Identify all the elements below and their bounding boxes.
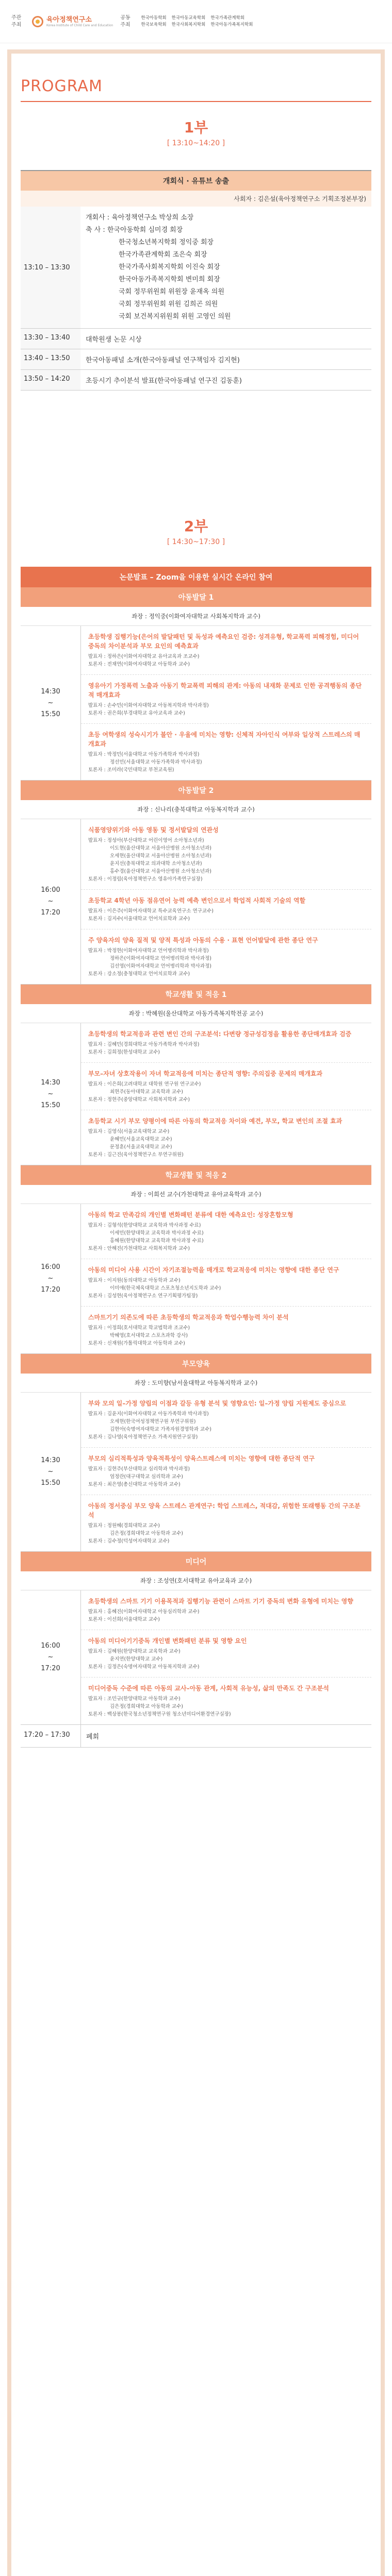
session-time-value: 17:20 — [41, 1286, 60, 1294]
cohost-item: 한국사회복지학회 — [171, 22, 206, 27]
presenter-line: 토론자 : 최은영(총신대학교 아동학과 교수) — [88, 1482, 181, 1487]
closing-label: 폐회 — [80, 1725, 104, 1747]
presenter-line: 오세현(한국여성정책연구원 부연구위원) — [110, 1419, 196, 1425]
presenter-line: 발표자 : 이정희(호서대학교 학교법학과 조교수) — [88, 1325, 190, 1331]
presentation — [81, 1630, 371, 1677]
presentation — [81, 1393, 371, 1448]
presenter-line: 발표자 : 박정민(서울대학교 아동가족학과 박사과정) — [88, 752, 200, 757]
presenter-line: 토론자 : 이선희(서울대학교 교수) — [88, 1617, 160, 1622]
session-time — [21, 626, 80, 780]
cohost-item: 한국아동교육학회 — [171, 15, 206, 21]
session-time-value: 16:00 — [41, 886, 60, 894]
session-time — [21, 1204, 80, 1353]
session-time-value: 15:50 — [41, 710, 60, 718]
presenter-line: 김선영(이화여자대학교 언어병리학과 박사과정) — [110, 963, 211, 969]
presentation-people — [88, 837, 364, 883]
cohost-labels — [120, 14, 134, 29]
presentation-title: 부모의 심리적특성과 양육적특성이 양육스트레스에 미치는 영향에 대한 종단적 연구 — [88, 1455, 315, 1462]
presenter-line: 토론자 : 김근진(육아정책연구소 부연구위원) — [88, 1152, 184, 1158]
session-block — [21, 626, 371, 781]
session-time-dash: ~ — [47, 1653, 54, 1661]
part1-row — [21, 370, 371, 391]
presentation-people — [88, 653, 364, 668]
presenter-line: 발표자 : 김영식(서울교육대학교 교수) — [88, 1129, 170, 1134]
presenter-line: 토론자 : 김나영(육아정책연구소 가족지원연구실장) — [88, 1434, 198, 1440]
presenter-line: 토론자 : 김수정(덕성여자대학교 교수) — [88, 1538, 170, 1544]
presentation-title: 초등학교 시기 부모 양평이에 따른 아동의 학교적응 차이와 예견, 부모, 학교 변인의 조절 효과 — [88, 1117, 342, 1125]
presentation-title: 초등학생 집행기능(은어의 발달패턴 및 독성과 예측요인 검증: 성격유형, 학교폭력 피해경험, 미디어중독의 차이분석과 부모 요인의 예측효과 — [88, 633, 359, 650]
session-time-value: 14:30 — [41, 1078, 60, 1087]
session-title-bar: 부모양육 — [21, 1354, 371, 1374]
part1-title: 1부 — [184, 119, 208, 136]
session-block — [21, 1023, 371, 1165]
part1-row-content — [80, 370, 371, 390]
session-time-value: 15:50 — [41, 1101, 60, 1109]
part2-main-bar: 논문발표 – Zoom을 이용한 실시간 온라인 참여 — [21, 567, 371, 587]
presenter-line: 홍수경(울산대학교 서울아산병원 소아청소년과) — [110, 869, 211, 874]
header — [0, 0, 392, 43]
presenter-line: 최현주(동아대학교 교육학과 교수) — [110, 1089, 183, 1095]
presenter-line: 윤혜민(서울교육대학교 교수) — [110, 1137, 172, 1142]
presenter-line: 홍혜원(한양대학교 교육학과 박사과정 수료) — [110, 1238, 204, 1244]
presenter-line: 김은정(경희대학교 아동학과 교수) — [110, 1531, 183, 1536]
session-time-dash: ~ — [47, 1090, 54, 1098]
presenter-line: 발표자 : 이은희(고려대학교 대학원 연구원 연구교수) — [88, 1081, 201, 1087]
part1-line: 초등시기 추이분석 발표(한국아동패널 연구진 김동훈) — [86, 377, 242, 385]
closing-row — [21, 1725, 371, 1748]
part2-heading — [0, 515, 392, 546]
presentation-people — [88, 1608, 364, 1623]
presenter-line: 윤지선(충북대학교 의과대학 소아청소년과) — [110, 861, 202, 867]
session-presentations — [80, 819, 371, 984]
presenter-line: 발표자 : 김혜원(한양대학교 교육학과 교수) — [88, 1649, 181, 1654]
cohost-list — [141, 15, 253, 28]
session-time-dash: ~ — [47, 1275, 54, 1282]
part1-line: 한국아동가족복지학회 변미희 회장 — [119, 276, 220, 283]
presentation-people — [88, 1222, 364, 1252]
logo-sub: Korea Institute of Child Care and Education — [46, 23, 113, 27]
presenter-line: 발표자 : 김윤지(이화여자대학교 아동가족학과 박사과정) — [88, 1411, 209, 1417]
kicce-logo — [32, 16, 113, 27]
part1-line: 축 사 : 한국아동학회 심미경 회장 — [86, 226, 183, 234]
presenter-line: 토론자 : 김지수(서울대학교 언어치료학과 교수) — [88, 916, 190, 922]
logo-name: 육아정책연구소 — [46, 15, 92, 24]
presenter-line: 토론자 : 김희정(한성대학교 교수) — [88, 1049, 160, 1055]
presenter-line: 토론자 : 조미라(국민대학교 부천교육원) — [88, 767, 174, 773]
presenter-line: 토론자 : 정현주(중앙대학교 사회복지학과 교수) — [88, 1097, 190, 1103]
part1-line: 한국청소년복지학회 정익중 회장 — [119, 239, 214, 246]
presentation — [81, 1023, 371, 1063]
session-time-value: 14:30 — [41, 1456, 60, 1464]
part1-row-content — [80, 207, 371, 328]
part2-title: 2부 — [184, 518, 208, 535]
presentation-title: 아동의 학교 만족감의 개인별 변화패턴 분류에 대한 예측요인: 성장혼합모형 — [88, 1211, 293, 1218]
presenter-line: 이미애(한국체육대학교 스포츠청소년지도학과 교수) — [110, 1285, 221, 1291]
program-title: PROGRAM — [21, 77, 103, 95]
part1-row-time: 13:50 – 14:20 — [21, 370, 80, 390]
presentation — [81, 1110, 371, 1165]
cohost-item: 한국아동학회 — [141, 15, 167, 21]
session-time-value: 16:00 — [41, 1642, 60, 1650]
header-labels — [11, 14, 25, 29]
presenter-line: 이세민(한양대학교 교육학과 박사과정 수료) — [110, 1230, 204, 1236]
part1-line: 한국가족사회복지학회 이진숙 회장 — [119, 263, 220, 271]
presentation-title: 주 양육자의 양육 질적 및 양적 특성과 아동의 수용 · 표현 언어발달에 관한 종단 연구 — [88, 937, 318, 944]
part1-line: 한국아동패널 소개(한국아동패널 연구책임자 김지현) — [86, 357, 240, 364]
presenter-line: 발표자 : 이은주(이화여자대학교 특수교육연구소 연구교수) — [88, 908, 214, 914]
part1-line: 국회 정무위원회 위원장 윤재옥 의원 — [119, 288, 224, 296]
presentation — [81, 1204, 371, 1259]
presenter-line: 정선민(서울대학교 아동가족학과 박사과정) — [110, 759, 202, 765]
session-chair: 좌장 : 이희선 교수(가천대학교 유아교육학과 교수) — [21, 1185, 371, 1204]
host-label: 주관 — [11, 14, 22, 21]
session-presentations — [80, 1590, 371, 1724]
presenter-line: 박혜영(호서대학교 스포츠과학 강사) — [110, 1333, 188, 1338]
cohost-label-1: 공동 — [120, 14, 130, 21]
presentation-people — [88, 1128, 364, 1159]
presentation-title: 부모–자녀 상호작용이 자녀 학교적응에 미치는 종단적 영향: 주의집중 문제의 매개효과 — [88, 1070, 323, 1077]
presentation — [81, 1259, 371, 1307]
session-time — [21, 1590, 80, 1724]
presentation-people — [88, 1277, 364, 1300]
session-time-value: 16:00 — [41, 1263, 60, 1271]
part1-row-time: 13:30 – 13:40 — [21, 329, 80, 349]
part1-row-time: 13:40 – 13:50 — [21, 349, 80, 369]
presentation-people — [88, 702, 364, 717]
presentation-people — [88, 1648, 364, 1671]
cohost-item: 한국가족관계학회 — [210, 15, 245, 21]
presentation — [81, 1307, 371, 1353]
presenter-line: 발표자 : 손수민(이화여자대학교 아동복지학과 박사과정) — [88, 703, 209, 708]
session-time-value: 15:50 — [41, 1479, 60, 1487]
presentation-people — [88, 1080, 364, 1104]
presenter-line: 토론자 : 김정은(숙명여자대학교 아동복지학과 교수) — [88, 1664, 200, 1670]
presenter-line: 토론자 : 이정림(육아정책연구소 영유아가족연구실장) — [88, 876, 203, 882]
part1-section-bar: 개회식 · 유튜브 송출 — [21, 171, 371, 191]
part1-table — [21, 170, 371, 391]
session-title-bar: 학교생활 및 적응 1 — [21, 985, 371, 1004]
session-title-bar: 아동발달 2 — [21, 781, 371, 800]
presenter-line: 발표자 : 김형석(한양대학교 교육학과 박사과정 수료) — [88, 1223, 201, 1228]
part1-line: 국회 보건복지위원회 위원 고영인 의원 — [119, 313, 231, 320]
part1-line: 개회사 : 육아정책연구소 박상희 소장 — [86, 214, 194, 222]
presenter-line: 발표자 : 김현주(부산대학교 심리학과 박사과정) — [88, 1466, 190, 1472]
program-title-divider — [21, 101, 371, 102]
closing-time: 17:20 – 17:30 — [24, 1731, 70, 1739]
presentation-people — [88, 907, 364, 923]
presentation-people — [88, 751, 364, 774]
presenter-line: 토론자 : 강소정(충청대학교 언어치료학과 교수) — [88, 971, 190, 977]
session-presentations — [80, 1393, 371, 1551]
presenter-line: 김현아(숙명여자대학교 가족자원경영학과 교수) — [110, 1427, 211, 1432]
presenter-line: 정하은(이화여자대학교 언어병리학과 박사과정) — [110, 956, 211, 961]
session-presentations — [80, 1023, 371, 1165]
session-time — [21, 819, 80, 984]
session-block — [21, 1590, 371, 1725]
sponsor-label: 주최 — [11, 22, 22, 28]
session-title-bar: 미디어 — [21, 1552, 371, 1571]
presentation — [81, 1677, 371, 1724]
presenter-line: 발표자 : 박정현(이화여자대학교 언어병리학과 박사과정) — [88, 948, 209, 954]
part2-time: [ 14:30~17:30 ] — [167, 538, 225, 546]
session-title-bar: 아동발달 1 — [21, 587, 371, 607]
cohost-label-2: 주최 — [120, 22, 130, 28]
presentation-title: 영유아기 가정폭력 노출과 아동기 학교폭력 피해의 관계: 아동의 내재화 문제로 인한 공격행동의 종단적 매개효과 — [88, 682, 362, 699]
presentation-people — [88, 1465, 364, 1488]
session-chair: 좌장 : 신나리(충북대학교 아동복지학과 교수) — [21, 800, 371, 819]
presentation-title: 아동의 미디어기기중독 개인별 변화패턴 분류 및 영향 요인 — [88, 1637, 247, 1645]
presentation — [81, 890, 371, 929]
presentation — [81, 1448, 371, 1495]
presentation-title: 초등학생의 스마트 기기 이용목적과 집행기능 관련이 스마트 기기 중독의 변화 유형에 미치는 영향 — [88, 1598, 353, 1605]
presenter-line: 발표자 : 조민규(한양대학교 아동학과 교수) — [88, 1696, 181, 1702]
presentation-people — [88, 947, 364, 978]
part1-row — [21, 349, 371, 370]
part1-row — [21, 329, 371, 349]
session-time — [21, 1023, 80, 1165]
session-title-bar: 학교생활 및 적응 2 — [21, 1165, 371, 1185]
part1-row — [21, 207, 371, 329]
presenter-line: 발표자 : 정하은(이화여자대학교 유아교육과 조교수) — [88, 654, 200, 659]
session-block — [21, 819, 371, 985]
presentation — [81, 819, 371, 890]
presentation-title: 아동의 미디어 사용 시간이 자기조절능력을 매개로 학교적응에 미치는 영향에 대한 종단 연구 — [88, 1266, 339, 1274]
part1-line: 대학원생 논문 시상 — [86, 336, 142, 344]
presentation — [81, 724, 371, 780]
presenter-line: 토론자 : 안해진(가천대학교 사회복지학과 교수) — [88, 1246, 190, 1251]
presentation — [81, 1063, 371, 1110]
presentation — [81, 1495, 371, 1551]
part1-line: 한국가족관계학회 조은숙 회장 — [119, 251, 207, 259]
presentation-people — [88, 1041, 364, 1056]
presentation-people — [88, 1522, 364, 1545]
presenter-line: 토론자 : 백상봉(한국청소년정책연구원 청소년미디어환경연구실장) — [88, 1711, 231, 1717]
presentation-title: 초등학교 4학년 아동 점유연어 능력 예측 변인으로서 학업적 사회적 기술의 역할 — [88, 897, 306, 904]
presenter-line: 윤지연(한양대학교 교수) — [110, 1656, 163, 1662]
presentation-people — [88, 1410, 364, 1441]
session-chair: 좌장 : 박혜원(울산대학교 아동가족복지학전공 교수) — [21, 1004, 371, 1023]
session-chair: 좌장 : 정익중(이화여자대학교 사회복지학과 교수) — [21, 607, 371, 626]
presenter-line: 발표자 : 정원혜(경희대학교 교수) — [88, 1523, 160, 1529]
session-time-value: 14:30 — [41, 687, 60, 696]
presenter-line: 이도현(울산대학교 서울아산병원 소아청소년과) — [110, 845, 211, 851]
presenter-line: 토론자 : 김성현(육아정책연구소 연구기획평가팀장) — [88, 1293, 198, 1299]
presenter-line: 발표자 : 김혜민(경희대학교 아동가족학과 박사과정) — [88, 1042, 200, 1047]
presenter-line: 토론자 : 신재원(가톨릭대학교 아동학과 교수) — [88, 1341, 185, 1346]
part1-time: [ 13:10~14:20 ] — [167, 139, 225, 147]
session-chair: 좌장 : 조성연(호서대학교 유아교육과 교수) — [21, 1571, 371, 1590]
part1-line: 국회 정무위원회 위원 김희곤 의원 — [119, 300, 218, 308]
presentation — [81, 1590, 371, 1630]
part1-row-content — [80, 349, 371, 369]
presentation-title: 초등 여학생의 성숙시기가 불안 · 우울에 미치는 영향: 신체적 자아인식 여부와 일상적 스트레스의 매개효과 — [88, 731, 361, 748]
part1-host: 사회자 : 김은설(육아정책연구소 기획조정본부장) — [21, 191, 371, 207]
session-time-value: 17:20 — [41, 1665, 60, 1672]
presentation — [81, 626, 371, 675]
presentation-title: 스마트기기 의존도에 따른 초등학생의 학교적응과 학업수행능력 차이 분석 — [88, 1314, 289, 1321]
part1-row-content — [80, 329, 371, 349]
part2-table — [21, 567, 371, 1748]
cohost-item: 한국보육학회 — [141, 22, 167, 27]
presentation-title: 초등학생의 학교적응과 관련 변인 간의 구조분석: 다변량 정규성검정을 활용한 종단매개효과 검증 — [88, 1030, 352, 1038]
presenter-line: 엄정란(대구대학교 심리학과 교수) — [110, 1474, 183, 1480]
presenter-line: 토론자 : 권은희(부경대학교 유아교육과 교수) — [88, 710, 185, 716]
session-presentations — [80, 626, 371, 780]
presenter-line: 문정훈(서울교육대학교 교수) — [110, 1144, 172, 1150]
session-chair: 좌장 : 도미향(남서울대학교 아동복지학과 교수) — [21, 1374, 371, 1393]
presentation-title: 아동의 정서중심 부모 양육 스트레스 관계연구: 학업 스트레스, 적대감, 위험한 또래행동 간의 구조분석 — [88, 1502, 361, 1519]
presentation-title: 미디어중독 수준에 따른 아동의 교사–아동 관계, 사회적 유능성, 삶의 만족도 간 구조분석 — [88, 1685, 329, 1692]
part2-sessions — [21, 587, 371, 1725]
cohost-item: 한국아동가족복지학회 — [210, 22, 253, 27]
part1-heading — [0, 116, 392, 147]
presenter-line: 발표자 : 이지원(동의대학교 아동학과 교수) — [88, 1278, 181, 1283]
presenter-line: 오세현(울산대학교 서울아산병원 소아청소년과) — [110, 853, 211, 859]
session-block — [21, 1204, 371, 1354]
logo-mark-icon — [32, 16, 43, 27]
session-time-value: 17:20 — [41, 909, 60, 917]
session-time-dash: ~ — [47, 897, 54, 905]
presentation-people — [88, 1324, 364, 1347]
part1-row-time: 13:10 – 13:30 — [21, 207, 80, 328]
session-block — [21, 1393, 371, 1552]
presenter-line: 발표자 : 정성아(부산대학교 어린이영어 소아청소년과) — [88, 838, 204, 843]
presentation — [81, 929, 371, 984]
part1-rows — [21, 207, 371, 391]
presenter-line: 토론자 : 전채연(이화여자대학교 아동학과 교수) — [88, 662, 190, 667]
session-time-dash: ~ — [47, 1468, 54, 1476]
session-time — [21, 1393, 80, 1551]
session-time-dash: ~ — [47, 699, 54, 707]
presenter-line: 김은정(경희대학교 아동학과 교수) — [110, 1704, 183, 1709]
presentation-people — [88, 1695, 364, 1718]
presenter-line: 발표자 : 홍혜진(이화여자대학교 아동심리학과 교수) — [88, 1609, 200, 1615]
session-presentations — [80, 1204, 371, 1353]
presentation — [81, 675, 371, 724]
presentation-title: 식품영양위기와 아동 영동 및 정서발달의 연관성 — [88, 826, 219, 834]
presentation-title: 부와 모의 일–가정 양립의 이점과 갈등 유형 분석 및 영향요인: 일–가정 양립 지원제도 중심으로 — [88, 1400, 347, 1407]
